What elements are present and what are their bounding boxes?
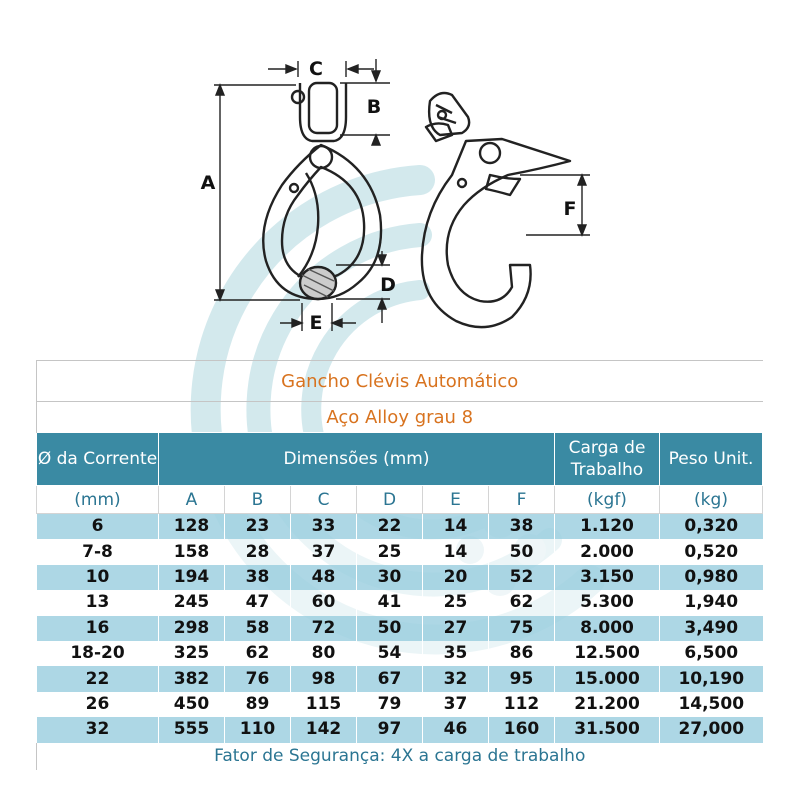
header-dimensions: Dimensões (mm) [159, 433, 555, 486]
cell-f: 95 [489, 666, 555, 691]
table-subtitle-row [37, 402, 763, 433]
cell-c: 142 [291, 717, 357, 742]
footer-row [37, 743, 763, 770]
cell-load: 5.300 [555, 590, 660, 615]
cell-d: 30 [357, 565, 423, 590]
cell-f: 112 [489, 692, 555, 717]
cell-weight: 0,320 [660, 514, 763, 540]
side-eye [480, 143, 500, 163]
table-title: Gancho Clévis Automático [37, 361, 763, 402]
cell-f: 160 [489, 717, 555, 742]
cell-load: 1.120 [555, 514, 660, 540]
cell-e: 14 [423, 514, 489, 540]
spec-table-container [36, 360, 764, 770]
cell-e: 14 [423, 539, 489, 564]
cell-d: 41 [357, 590, 423, 615]
table-body [37, 514, 763, 743]
label-b: B [366, 96, 382, 118]
label-f: F [563, 198, 577, 220]
cell-e: 20 [423, 565, 489, 590]
cell-chain: 13 [37, 590, 159, 615]
cell-load: 12.500 [555, 641, 660, 666]
cell-c: 37 [291, 539, 357, 564]
latch-front [298, 173, 318, 277]
cell-weight: 3,490 [660, 616, 763, 641]
cell-e: 27 [423, 616, 489, 641]
label-a: A [200, 172, 216, 194]
cell-weight: 14,500 [660, 692, 763, 717]
label-c: C [309, 58, 323, 80]
cell-b: 58 [225, 616, 291, 641]
label-d: D [380, 274, 396, 296]
cell-b: 28 [225, 539, 291, 564]
cell-a: 382 [159, 666, 225, 691]
cell-a: 555 [159, 717, 225, 742]
cell-chain: 16 [37, 616, 159, 641]
cell-load: 3.150 [555, 565, 660, 590]
cell-weight: 6,500 [660, 641, 763, 666]
cell-c: 60 [291, 590, 357, 615]
unit-c: C [291, 486, 357, 514]
units-row [37, 486, 763, 514]
cell-weight: 0,980 [660, 565, 763, 590]
table-row [37, 666, 763, 691]
header-chain: Ø da Corrente [37, 433, 159, 486]
cell-weight: 10,190 [660, 666, 763, 691]
table-row [37, 514, 763, 540]
table-row [37, 692, 763, 717]
table-title-row [37, 361, 763, 402]
cell-d: 97 [357, 717, 423, 742]
cell-d: 67 [357, 666, 423, 691]
cell-f: 86 [489, 641, 555, 666]
cell-load: 15.000 [555, 666, 660, 691]
cell-a: 450 [159, 692, 225, 717]
table-row [37, 717, 763, 742]
cell-c: 80 [291, 641, 357, 666]
table-subtitle: Aço Alloy grau 8 [37, 402, 763, 433]
cell-weight: 1,940 [660, 590, 763, 615]
cell-d: 50 [357, 616, 423, 641]
unit-f: F [489, 486, 555, 514]
hook-technical-drawing [190, 55, 610, 345]
cell-b: 76 [225, 666, 291, 691]
cell-f: 75 [489, 616, 555, 641]
cell-e: 37 [423, 692, 489, 717]
cell-e: 46 [423, 717, 489, 742]
unit-d: D [357, 486, 423, 514]
cell-a: 128 [159, 514, 225, 540]
cell-a: 194 [159, 565, 225, 590]
cell-f: 62 [489, 590, 555, 615]
cell-e: 32 [423, 666, 489, 691]
safety-factor-note: Fator de Segurança: 4X a carga de trabalho [37, 743, 763, 770]
table-row [37, 641, 763, 666]
cell-b: 38 [225, 565, 291, 590]
cell-chain: 10 [37, 565, 159, 590]
cell-load: 8.000 [555, 616, 660, 641]
table-row [37, 616, 763, 641]
cell-b: 23 [225, 514, 291, 540]
cell-b: 47 [225, 590, 291, 615]
cell-d: 25 [357, 539, 423, 564]
cell-a: 298 [159, 616, 225, 641]
header-load: Carga de Trabalho [555, 433, 660, 486]
unit-b: B [225, 486, 291, 514]
unit-a: A [159, 486, 225, 514]
header-row [37, 433, 763, 486]
cell-a: 158 [159, 539, 225, 564]
table-row [37, 565, 763, 590]
cell-d: 22 [357, 514, 423, 540]
label-e: E [309, 312, 323, 334]
cell-chain: 22 [37, 666, 159, 691]
cell-e: 35 [423, 641, 489, 666]
cell-c: 115 [291, 692, 357, 717]
cell-weight: 27,000 [660, 717, 763, 742]
cell-c: 72 [291, 616, 357, 641]
cell-load: 21.200 [555, 692, 660, 717]
cell-load: 31.500 [555, 717, 660, 742]
cell-b: 62 [225, 641, 291, 666]
cell-chain: 7-8 [37, 539, 159, 564]
cell-c: 48 [291, 565, 357, 590]
cell-b: 89 [225, 692, 291, 717]
cell-f: 52 [489, 565, 555, 590]
cell-c: 33 [291, 514, 357, 540]
side-body [422, 139, 570, 327]
table-row [37, 590, 763, 615]
cell-chain: 18-20 [37, 641, 159, 666]
unit-load: (kgf) [555, 486, 660, 514]
table-row [37, 539, 763, 564]
spec-table [36, 360, 763, 770]
cell-f: 38 [489, 514, 555, 540]
cell-e: 25 [423, 590, 489, 615]
cell-a: 325 [159, 641, 225, 666]
cell-b: 110 [225, 717, 291, 742]
cell-c: 98 [291, 666, 357, 691]
cell-a: 245 [159, 590, 225, 615]
cell-load: 2.000 [555, 539, 660, 564]
cell-chain: 6 [37, 514, 159, 540]
cell-d: 79 [357, 692, 423, 717]
cell-f: 50 [489, 539, 555, 564]
unit-e: E [423, 486, 489, 514]
cell-chain: 26 [37, 692, 159, 717]
cell-d: 54 [357, 641, 423, 666]
cell-chain: 32 [37, 717, 159, 742]
header-weight: Peso Unit. [660, 433, 763, 486]
cell-weight: 0,520 [660, 539, 763, 564]
unit-chain: (mm) [37, 486, 159, 514]
unit-weight: (kg) [660, 486, 763, 514]
